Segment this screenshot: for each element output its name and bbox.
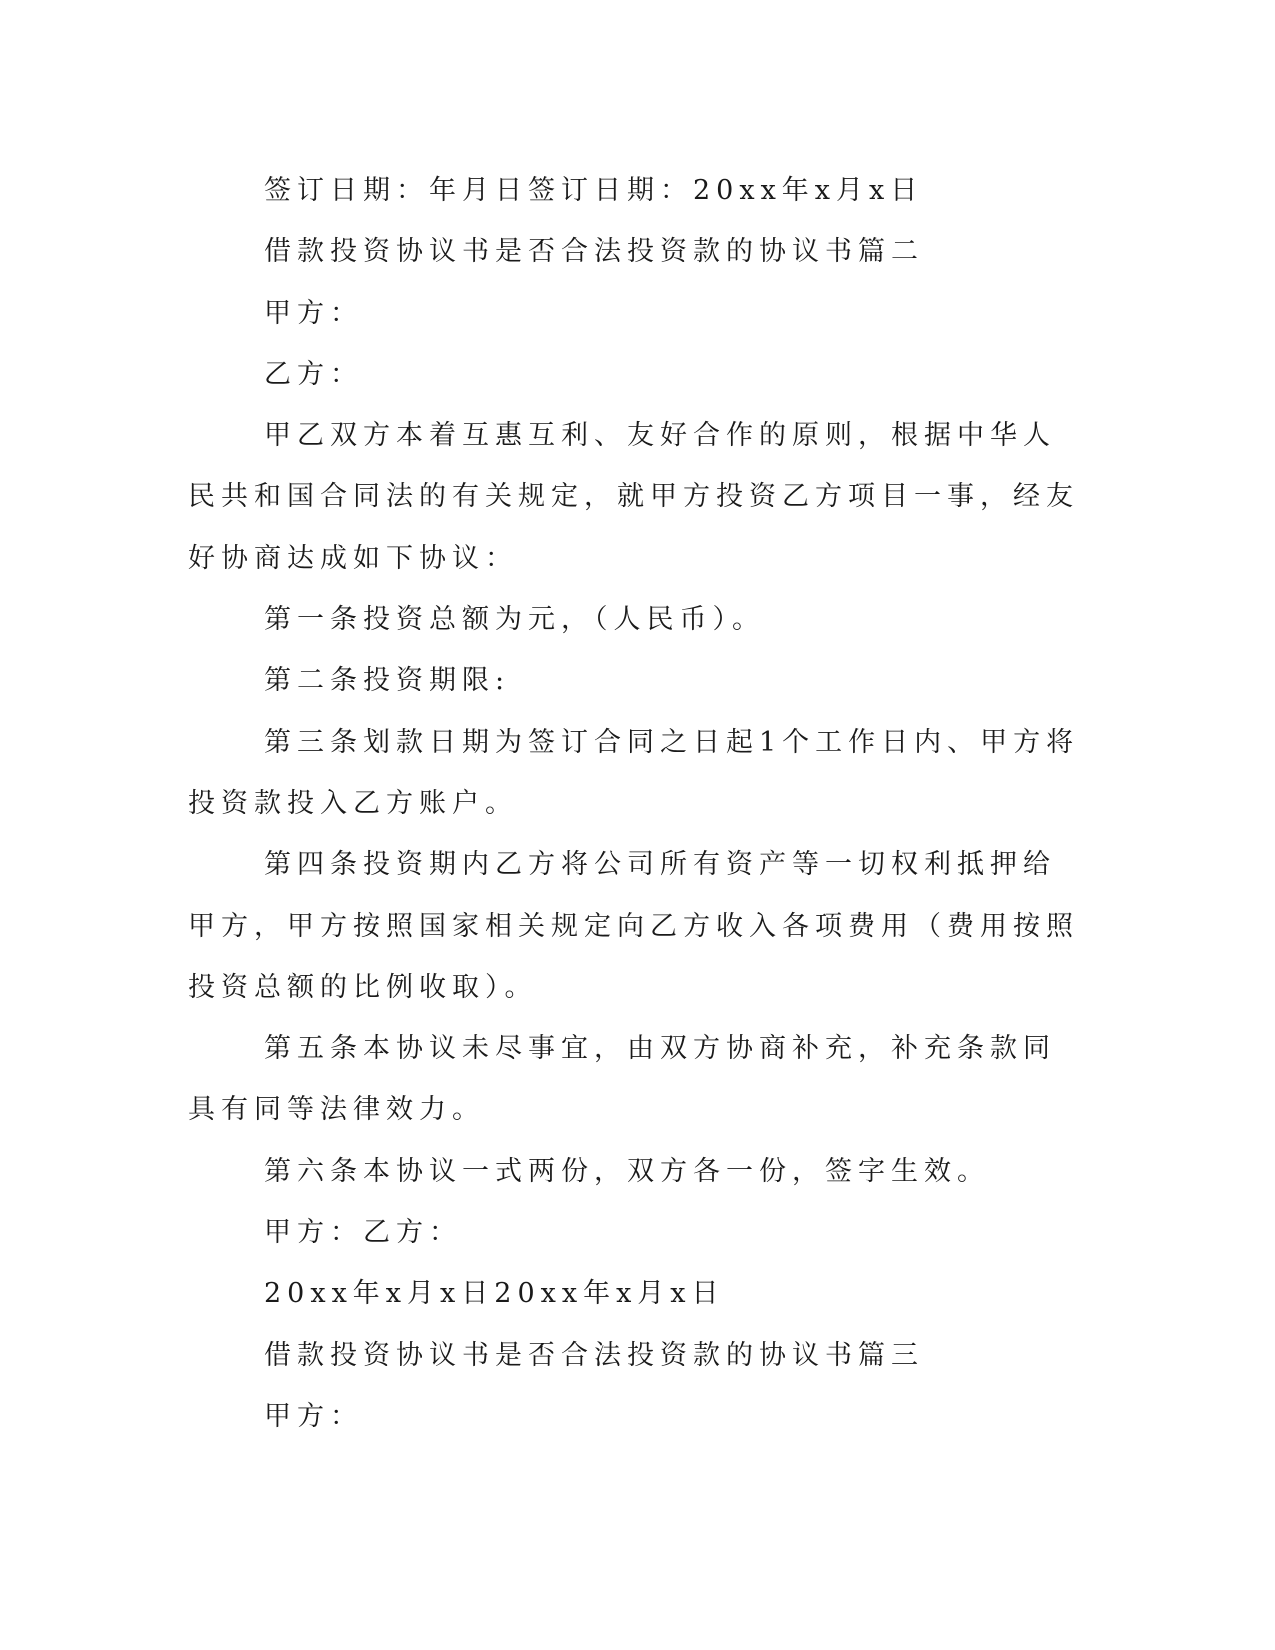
article-three: 第三条划款日期为签订合同之日起1个工作日内、甲方将投资款投入乙方账户。	[188, 726, 1080, 819]
section-heading-three: 借款投资协议书是否合法投资款的协议书篇三	[264, 1339, 924, 1371]
article-two: 第二条投资期限:	[264, 665, 511, 697]
signing-date-line: 签订日期：年月日签订日期：20xx年x月x日	[264, 175, 924, 206]
agreement-preamble: 甲乙双方本着互惠互利、友好合作的原则，根据中华人民共和国合同法的有关规定，就甲方投资乙方项目一事，经友好协商达成如下协议：	[188, 420, 1079, 574]
signature-parties-line: 甲方：乙方：	[264, 1217, 462, 1249]
party-b-label: 乙方：	[264, 358, 363, 390]
section-heading-two: 借款投资协议书是否合法投资款的协议书篇二	[264, 236, 924, 268]
signature-dates-line: 20xx年x月x日20xx年x月x日	[264, 1278, 725, 1310]
article-five: 第五条本协议未尽事宜，由双方协商补充，补充条款同具有同等法律效力。	[188, 1033, 1056, 1126]
article-six: 第六条本协议一式两份，双方各一份，签字生效。	[264, 1155, 990, 1187]
party-a-label: 甲方：	[264, 297, 363, 329]
party-a-label-two: 甲方：	[264, 1400, 363, 1432]
article-four: 第四条投资期内乙方将公司所有资产等一切权利抵押给甲方，甲方按照国家相关规定向乙方收入各项费用（费用按照投资总额的比例收取）。	[188, 849, 1079, 1003]
article-one: 第一条投资总额为元，（人民币）。	[264, 604, 765, 636]
document-body	[188, 160, 1088, 1447]
